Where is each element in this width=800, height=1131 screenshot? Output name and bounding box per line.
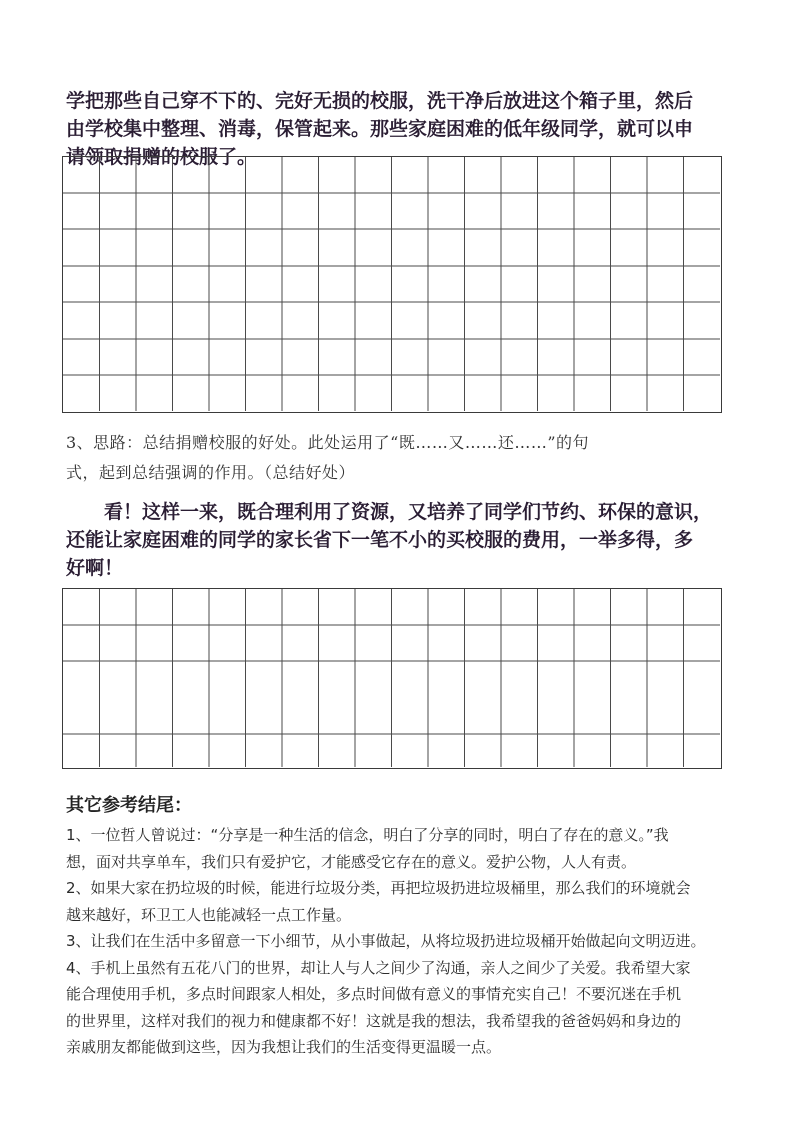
reference-line: 亲戚朋友都能做到这些，因为我想让我们的生活变得更温暖一点。 bbox=[66, 1038, 502, 1056]
grid-lines bbox=[63, 589, 720, 767]
reference-line: 2、如果大家在扔垃圾的时候，能进行垃圾分类，再把垃圾扔进垃圾桶里，那么我们的环境就会 bbox=[66, 879, 691, 897]
writing-grid-1 bbox=[62, 156, 722, 413]
section2-line: 好啊！ bbox=[66, 557, 124, 579]
hint-paragraph bbox=[66, 428, 736, 488]
reference-line: 能合理使用手机，多点时间跟家人相处，多点时间做有意义的事情充实自己！不要沉迷在手机 bbox=[66, 985, 682, 1003]
section1-line: 学把那些自己穿不下的、完好无损的校服，洗干净后放进这个箱子里，然后 bbox=[66, 90, 694, 112]
reference-line: 想，面对共享单车，我们只有爱护它，才能感受它存在的意义。爱护公物，人人有责。 bbox=[66, 852, 637, 871]
writing-grid-2 bbox=[62, 588, 722, 769]
reference-line: 4、手机上虽然有五花八门的世界，却让人与人之间少了沟通，亲人之间少了关爱。我希望大家 bbox=[66, 958, 691, 977]
references-list bbox=[66, 822, 738, 1061]
reference-line: 1、一位哲人曾说过：“分享是一种生活的信念，明白了分享的同时，明白了存在的意义。”我 bbox=[66, 826, 669, 844]
section1-line: 请领取捐赠的校服了。 bbox=[66, 146, 257, 168]
hint-line: 3、思路：总结捐赠校服的好处。此处运用了“既……又……还……”的句 bbox=[66, 433, 590, 452]
grid-lines bbox=[63, 157, 720, 411]
section1-line: 由学校集中整理、消毒，保管起来。那些家庭困难的低年级同学，就可以申 bbox=[66, 118, 694, 140]
hint-line: 式，起到总结强调的作用。（总结好处） bbox=[66, 463, 356, 482]
section2-line: 还能让家庭困难的同学的家长省下一笔不小的买校服的费用，一举多得，多 bbox=[66, 529, 694, 551]
section2-paragraph bbox=[66, 498, 736, 582]
reference-line: 的世界里，这样对我们的视力和健康都不好！这就是我的想法，我希望我的爸爸妈妈和身边的 bbox=[66, 1011, 682, 1030]
section2-line: 看！这样一来，既合理利用了资源，又培养了同学们节约、环保的意识， bbox=[104, 501, 713, 523]
references-title: 其它参考结尾： bbox=[66, 795, 192, 816]
reference-line: 越来越好，环卫工人也能减轻一点工作量。 bbox=[66, 905, 352, 924]
reference-line: 3、让我们在生活中多留意一下小细节，从小事做起，从将垃圾扔进垃圾桶开始做起向文明迈进。 bbox=[66, 932, 706, 950]
